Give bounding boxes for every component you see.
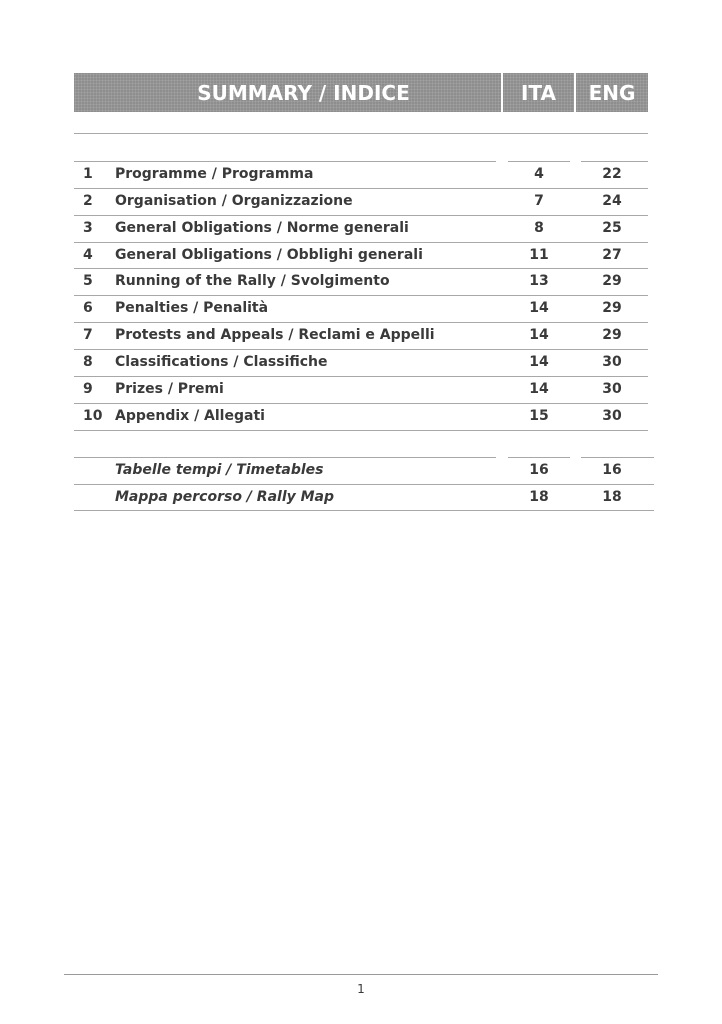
entry-page-ita: 16 bbox=[529, 462, 549, 478]
toc-entry[interactable] bbox=[0, 188, 722, 215]
entry-page-eng: 30 bbox=[602, 408, 622, 424]
footer-divider bbox=[64, 974, 658, 975]
divider bbox=[74, 510, 654, 511]
entry-number: 10 bbox=[83, 408, 103, 424]
entry-title: Tabelle tempi / Timetables bbox=[115, 462, 324, 478]
column-header-eng: ENG bbox=[576, 73, 648, 112]
divider bbox=[74, 133, 648, 134]
entry-number: 5 bbox=[83, 273, 93, 289]
entry-page-eng: 25 bbox=[602, 220, 622, 236]
entry-page-ita: 14 bbox=[529, 354, 549, 370]
entry-page-eng: 29 bbox=[602, 327, 622, 343]
entry-number: 9 bbox=[83, 381, 93, 397]
toc-extra-entry[interactable] bbox=[0, 457, 722, 484]
entry-page-eng: 18 bbox=[602, 489, 622, 505]
entry-page-ita: 14 bbox=[529, 300, 549, 316]
toc-entry[interactable] bbox=[0, 242, 722, 269]
entry-title: Prizes / Premi bbox=[115, 381, 224, 397]
entry-page-eng: 29 bbox=[602, 273, 622, 289]
summary-title: SUMMARY / INDICE bbox=[74, 73, 501, 112]
entry-page-ita: 11 bbox=[529, 247, 549, 263]
divider bbox=[74, 430, 648, 431]
toc-entry[interactable] bbox=[0, 376, 722, 403]
entry-page-eng: 30 bbox=[602, 381, 622, 397]
toc-entry[interactable] bbox=[0, 295, 722, 322]
entry-number: 7 bbox=[83, 327, 93, 343]
entry-page-ita: 14 bbox=[529, 381, 549, 397]
entry-page-eng: 24 bbox=[602, 193, 622, 209]
entry-page-eng: 27 bbox=[602, 247, 622, 263]
entry-title: General Obligations / Obblighi generali bbox=[115, 247, 423, 263]
toc-entry[interactable] bbox=[0, 215, 722, 242]
entry-title: Programme / Programma bbox=[115, 166, 314, 182]
entry-number: 2 bbox=[83, 193, 93, 209]
entry-page-ita: 13 bbox=[529, 273, 549, 289]
entry-number: 6 bbox=[83, 300, 93, 316]
entry-page-ita: 8 bbox=[534, 220, 544, 236]
toc-entry[interactable] bbox=[0, 322, 722, 349]
toc-extra-entry[interactable] bbox=[0, 484, 722, 511]
entry-number: 8 bbox=[83, 354, 93, 370]
entry-page-ita: 14 bbox=[529, 327, 549, 343]
entry-title: Penalties / Penalità bbox=[115, 300, 269, 316]
entry-title: Protests and Appeals / Reclami e Appelli bbox=[115, 327, 435, 343]
toc-entry[interactable] bbox=[0, 268, 722, 295]
entry-page-ita: 4 bbox=[534, 166, 544, 182]
entry-number: 3 bbox=[83, 220, 93, 236]
entry-page-ita: 7 bbox=[534, 193, 544, 209]
entry-page-ita: 15 bbox=[529, 408, 549, 424]
toc-entry[interactable] bbox=[0, 403, 722, 430]
entry-title: Organisation / Organizzazione bbox=[115, 193, 353, 209]
entry-title: Classifications / Classifiche bbox=[115, 354, 328, 370]
entry-title: General Obligations / Norme generali bbox=[115, 220, 409, 236]
toc-entry[interactable] bbox=[0, 161, 722, 188]
entry-title: Mappa percorso / Rally Map bbox=[115, 489, 335, 505]
entry-title: Running of the Rally / Svolgimento bbox=[115, 273, 390, 289]
entry-number: 1 bbox=[83, 166, 93, 182]
entry-page-ita: 18 bbox=[529, 489, 549, 505]
entry-title: Appendix / Allegati bbox=[115, 408, 265, 424]
entry-page-eng: 30 bbox=[602, 354, 622, 370]
entry-number: 4 bbox=[83, 247, 93, 263]
entry-page-eng: 16 bbox=[602, 462, 622, 478]
entry-page-eng: 29 bbox=[602, 300, 622, 316]
toc-entry[interactable] bbox=[0, 349, 722, 376]
entry-page-eng: 22 bbox=[602, 166, 622, 182]
page-number: 1 bbox=[357, 982, 365, 996]
column-header-ita: ITA bbox=[503, 73, 574, 112]
